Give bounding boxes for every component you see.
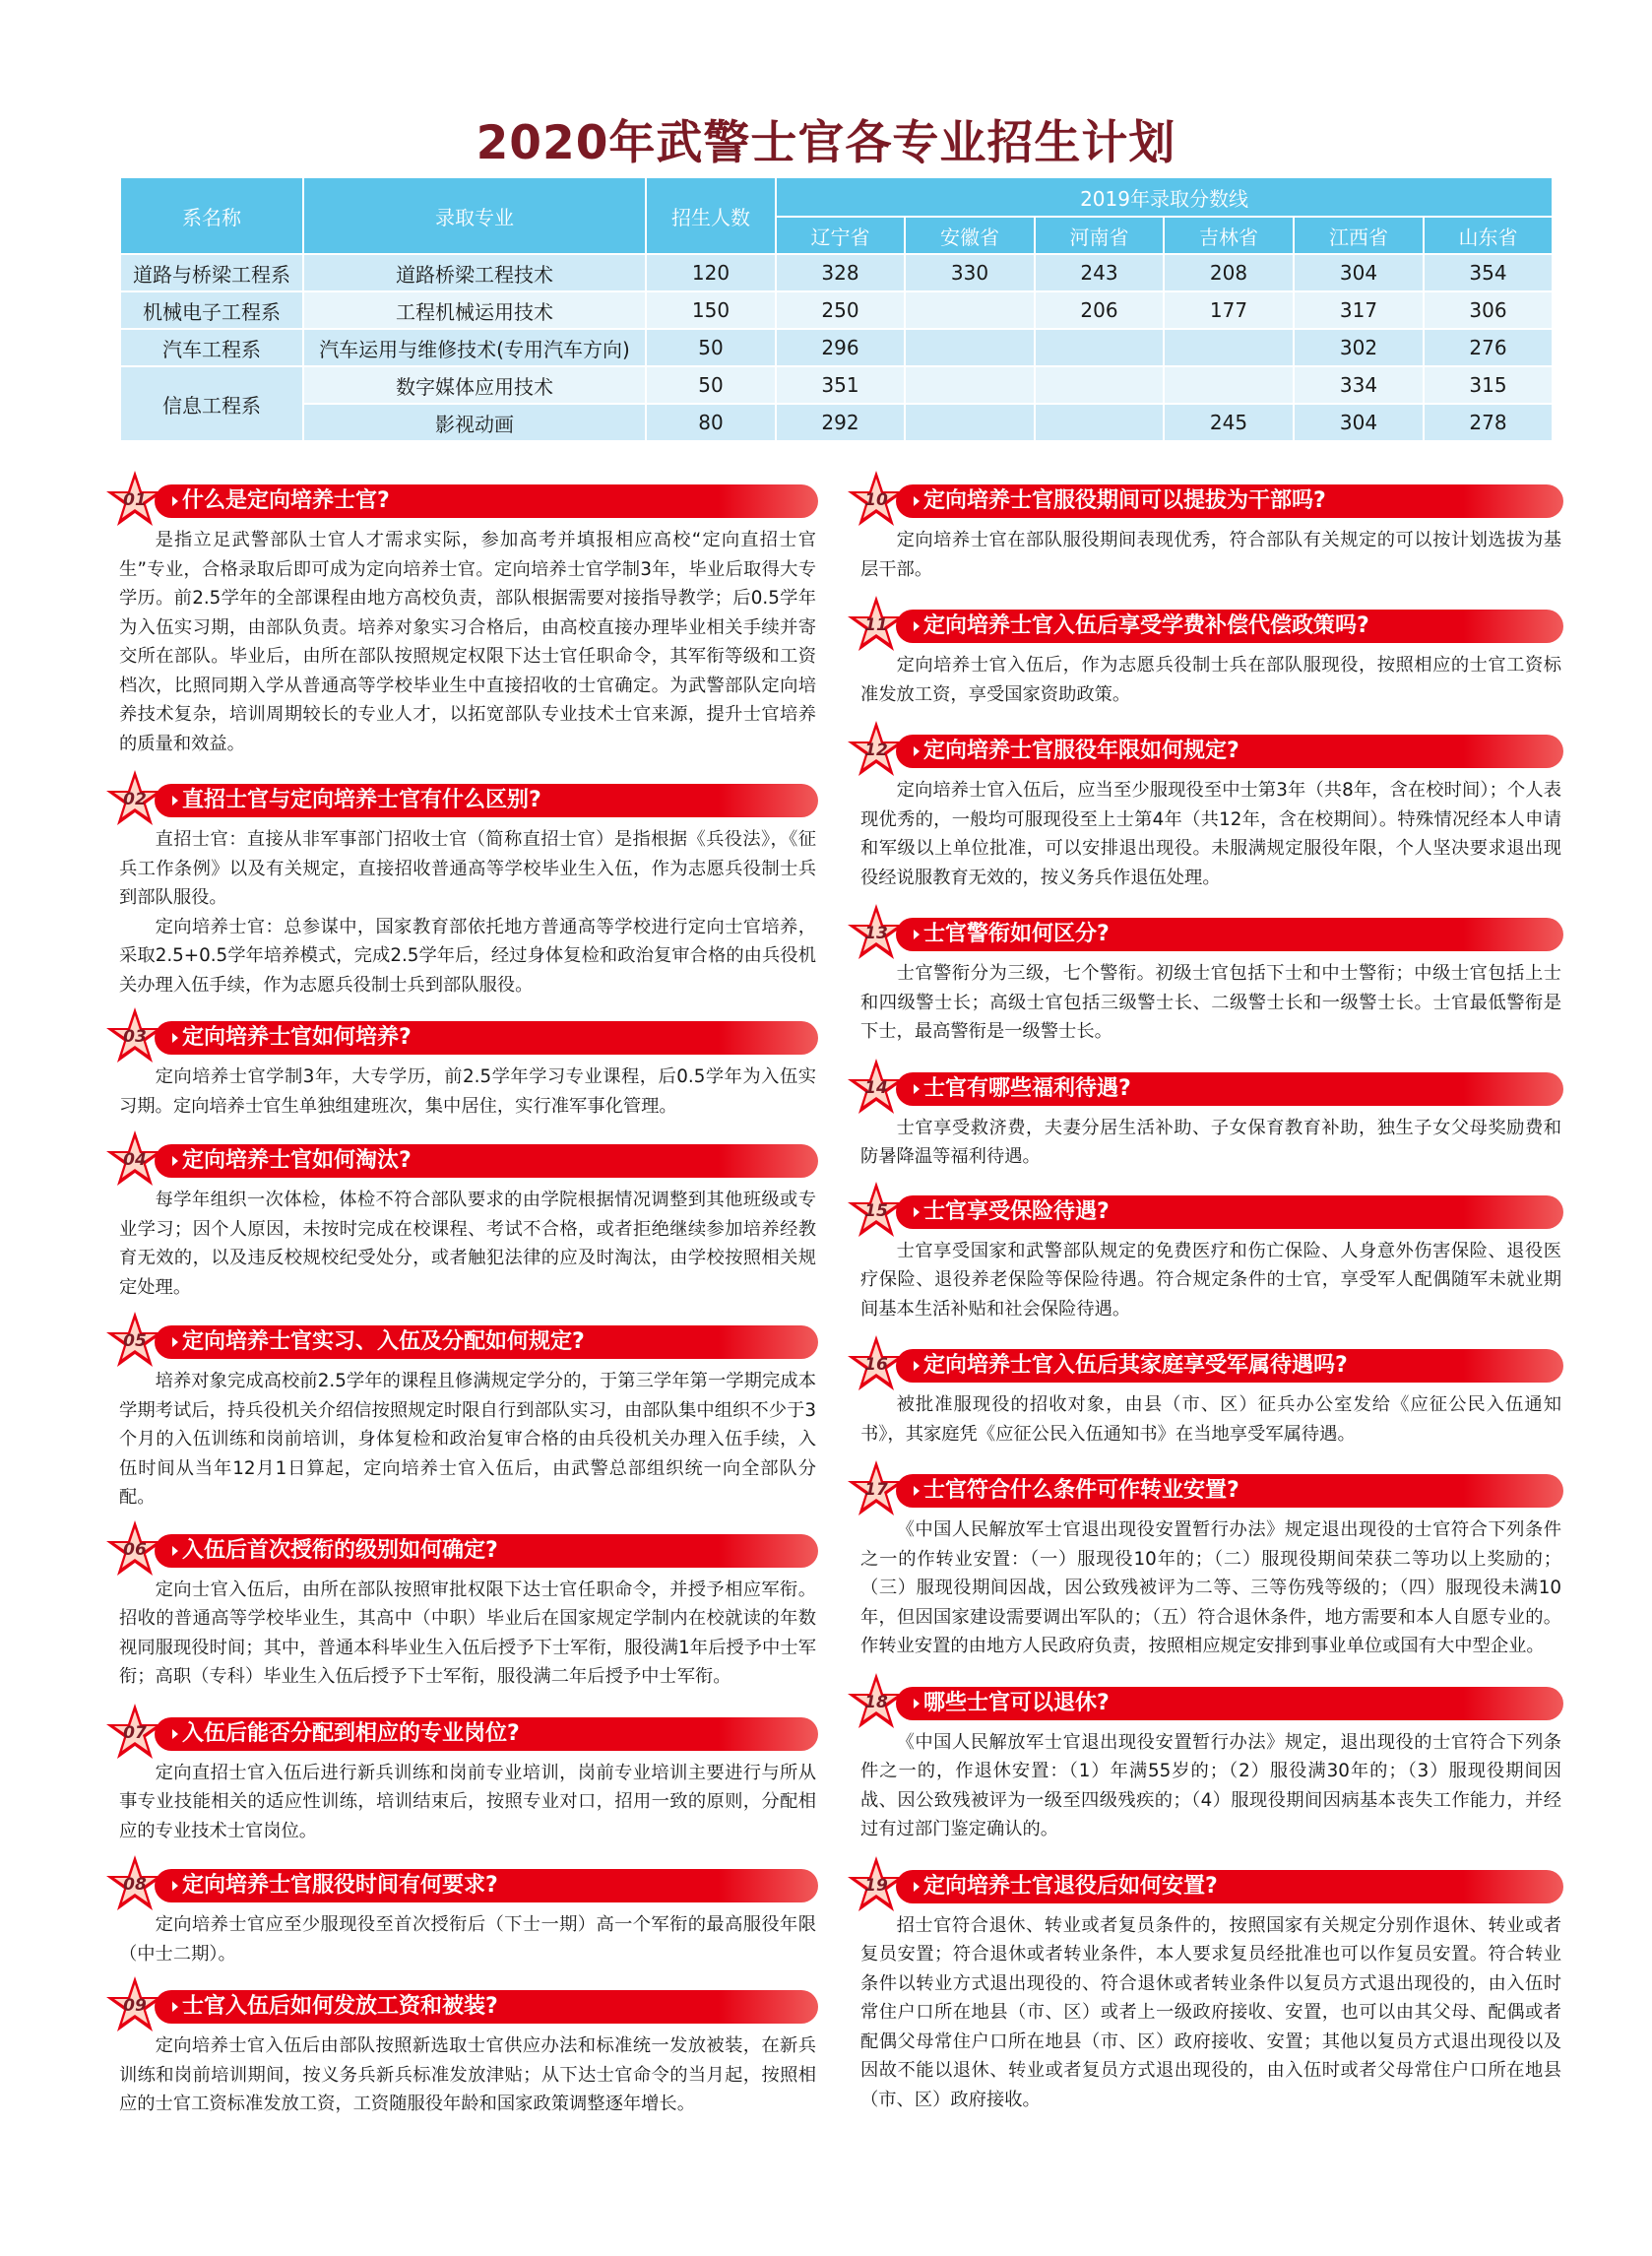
dept-cell: 道路与桥梁工程系 — [120, 254, 303, 291]
question-title: 哪些士官可以退休? — [896, 1687, 1563, 1720]
score-cell — [1164, 329, 1294, 366]
qa-item — [845, 606, 1563, 709]
score-cell: 206 — [1035, 291, 1164, 329]
qa-column-left — [103, 481, 818, 2119]
header-province: 河南省 — [1035, 217, 1164, 254]
answer-text — [103, 2031, 818, 2119]
question-header — [845, 914, 1563, 959]
header-province: 辽宁省 — [776, 217, 905, 254]
qa-item — [845, 1345, 1563, 1449]
answer-text — [103, 1576, 818, 1692]
answer-paragraph: 招士官符合退休、转业或者复员条件的，按照国家有关规定分别作退休、转业或者复员安置；符合退休或者转业条件，本人要求复员经批准也可以作复员安置。符合转业条件以转业方式退出现役的、符合退休或者转业条件以复员方式退出现役的，由入伍时常住户口所在地县（市、区）或者上一级政府接收、安置，也可以由其父母、配偶或者配偶父母常住户口所在地县（市、区）政府接收、安置；其他以复员方式退出现役以及因故不能以退休、转业或者复员方式退出现役的，由入伍时或者父母常住户口所在地县（市、区）政府接收。 — [860, 1914, 1561, 2110]
question-number: 07 — [123, 1722, 147, 1743]
question-number: 16 — [864, 1355, 888, 1375]
question-number: 01 — [123, 490, 147, 510]
score-cell: 177 — [1164, 291, 1294, 329]
answer-paragraph: 士官享受救济费，夫妻分居生活补助、子女保育教育补助，独生子女父母奖励费和防暑降温等福利待遇。 — [860, 1117, 1561, 1167]
answer-paragraph: 定向培养士官入伍后，应当至少服现役至中士第3年（共8年，含在校时间）；个人表现优秀的，一般均可服现役至上士第4年（共12年，含在校期间）。特殊情况经本人申请和军级以上单位批准，可以安排退出现役。未服满规定服役年限，个人坚决要求退出现役经说服教育无效的，按义务兵作退伍处理。 — [860, 780, 1561, 888]
score-cell: 245 — [1164, 404, 1294, 441]
star-number-badge — [103, 1702, 166, 1765]
question-header — [103, 1140, 818, 1186]
major-cell: 汽车运用与维修技术(专用汽车方向) — [303, 329, 646, 366]
question-header — [845, 731, 1563, 776]
question-title: 定向培养士官如何培养? — [155, 1021, 818, 1055]
question-header — [845, 1192, 1563, 1237]
score-cell: 315 — [1424, 366, 1553, 404]
qa-item — [103, 1140, 818, 1302]
answer-paragraph: 被批准服现役的招收对象，由县（市、区）征兵办公室发给《应征公民入伍通知书》，其家庭凭《应征公民入伍通知书》在当地享受军属待遇。 — [860, 1394, 1561, 1445]
question-title: 定向培养士官入伍后享受学费补偿代偿政策吗? — [896, 610, 1563, 643]
dept-cell: 机械电子工程系 — [120, 291, 303, 329]
major-cell: 数字媒体应用技术 — [303, 366, 646, 404]
question-header — [103, 1865, 818, 1910]
question-title: 定向培养士官服役时间有何要求? — [155, 1869, 818, 1902]
score-cell: 304 — [1294, 254, 1424, 291]
star-number-badge — [845, 1854, 908, 1917]
answer-paragraph: 每学年组织一次体检，体检不符合部队要求的由学院根据情况调整到其他班级或专业学习；因个人原因，未按时完成在校课程、考试不合格，或者拒绝继续参加培养经教育无效的，以及违反校规校纪受处分，或者触犯法律的应及时淘汰，由学校按照相关规定处理。 — [119, 1190, 816, 1298]
question-number: 05 — [123, 1331, 147, 1351]
question-title: 士官警衔如何区分? — [896, 918, 1563, 951]
star-number-badge — [845, 469, 908, 532]
score-cell — [905, 291, 1035, 329]
question-number: 02 — [123, 790, 147, 809]
star-number-badge — [103, 1128, 166, 1192]
count-cell: 120 — [646, 254, 776, 291]
score-cell: 354 — [1424, 254, 1553, 291]
score-cell: 276 — [1424, 329, 1553, 366]
qa-item — [103, 481, 818, 758]
question-title: 定向培养士官服役年限如何规定? — [896, 735, 1563, 768]
answer-paragraph: 士官警衔分为三级，七个警衔。初级士官包括下士和中士警衔；中级士官包括上士和四级警士长；高级士官包括三级警士长、二级警士长和一级警士长。士官最低警衔是下士，最高警衔是一级警士长。 — [860, 963, 1561, 1042]
answer-text — [845, 1911, 1563, 2115]
qa-item — [845, 1866, 1563, 2115]
question-number: 15 — [864, 1200, 888, 1221]
answer-text — [103, 825, 818, 999]
star-number-badge — [845, 1671, 908, 1734]
answer-paragraph: 《中国人民解放军士官退出现役安置暂行办法》规定，退出现役的士官符合下列条件之一的，作退休安置：（1）年满55岁的；（2）服役满30年的；（3）服现役期间因战、因公致残被评为一级至四级残疾的；（4）服现役期间因病基本丧失工作能力，并经过有过部门鉴定确认的。 — [860, 1731, 1561, 1839]
score-cell: 292 — [776, 404, 905, 441]
star-number-badge — [103, 1518, 166, 1581]
table-row — [120, 366, 1553, 404]
answer-paragraph: 《中国人民解放军士官退出现役安置暂行办法》规定退出现役的士官符合下列条件之一的作转业安置：（一）服现役10年的；（二）服现役期间荣获二等功以上奖励的；（三）服现役期间因战，因公致残被评为二等、三等伤残等级的；（四）服现役未满10年，但因国家建设需要调出军队的；（五）符合退休条件，地方需要和本人自愿专业的。作转业安置的由地方人民政府负责，按照相应规定安排到事业单位或国有大中型企业。 — [860, 1519, 1561, 1656]
star-number-badge — [103, 469, 166, 532]
question-title: 士官入伍后如何发放工资和被装? — [155, 1990, 818, 2024]
question-header — [103, 1530, 818, 1576]
answer-text — [103, 1367, 818, 1513]
qa-item — [103, 1017, 818, 1121]
count-cell: 80 — [646, 404, 776, 441]
question-title: 定向培养士官退役后如何安置? — [896, 1870, 1563, 1903]
question-number: 12 — [864, 741, 888, 760]
answer-text — [845, 526, 1563, 584]
question-number: 06 — [123, 1539, 147, 1560]
score-cell: 278 — [1424, 404, 1553, 441]
major-cell: 工程机械运用技术 — [303, 291, 646, 329]
score-cell: 330 — [905, 254, 1035, 291]
question-title: 定向培养士官如何淘汰? — [155, 1144, 818, 1178]
answer-paragraph: 定向培养士官入伍后，作为志愿兵役制士兵在部队服现役，按照相应的士官工资标准发放工资，享受国家资助政策。 — [860, 655, 1561, 705]
question-number: 10 — [864, 490, 888, 510]
answer-text — [103, 1759, 818, 1846]
qa-item — [845, 1683, 1563, 1844]
question-number: 08 — [123, 1875, 147, 1895]
major-cell: 道路桥梁工程技术 — [303, 254, 646, 291]
question-title: 士官符合什么条件可作转业安置? — [896, 1474, 1563, 1508]
star-number-badge — [845, 594, 908, 657]
question-title: 定向培养士官服役期间可以提拔为干部吗? — [896, 484, 1563, 518]
score-cell: 243 — [1035, 254, 1164, 291]
answer-paragraph: 定向直招士官入伍后进行新兵训练和岗前专业培训，岗前专业培训主要进行与所从事专业技能相关的适应性训练，培训结束后，按照专业对口，招用一致的原则，分配相应的专业技术士官岗位。 — [119, 1762, 816, 1841]
table-row — [120, 329, 1553, 366]
star-number-badge — [845, 1458, 908, 1521]
enrollment-plan-table — [119, 176, 1554, 442]
score-cell — [1035, 404, 1164, 441]
qa-item — [845, 1192, 1563, 1324]
table-row — [120, 254, 1553, 291]
score-cell — [905, 329, 1035, 366]
answer-text — [103, 1063, 818, 1121]
header-major: 录取专业 — [303, 177, 646, 254]
question-header — [845, 1866, 1563, 1911]
answer-paragraph: 定向培养士官在部队服役期间表现优秀，符合部队有关规定的可以按计划选拔为基层干部。 — [860, 530, 1561, 580]
question-title: 什么是定向培养士官? — [155, 484, 818, 518]
qa-column-right — [845, 481, 1563, 2114]
answer-paragraph: 培养对象完成高校前2.5学年的课程且修满规定学分的，于第三学年第一学期完成本学期考试后，持兵役机关介绍信按照规定时限自行到部队实习，由部队集中组织不少于3个月的入伍训练和岗前培训，身体复检和政治复审合格的由兵役机关办理入伍手续，入伍时间从当年12月1日算起，定向培养士官入伍后，由武警总部组织统一向全部队分配。 — [119, 1371, 816, 1508]
score-cell: 208 — [1164, 254, 1294, 291]
question-header — [103, 1321, 818, 1367]
question-title: 直招士官与定向培养士官有什么区别? — [155, 784, 818, 817]
answer-text — [103, 1186, 818, 1302]
star-number-badge — [103, 1310, 166, 1373]
answer-paragraph: 定向培养士官入伍后由部队按照新选取士官供应办法和标准统一发放被装，在新兵训练和岗前培训期间，按义务兵新兵标准发放津贴；从下达士官命令的当月起，按照相应的士官工资标准发放工资，工资随服役年龄和国家政策调整逐年增长。 — [119, 2035, 816, 2114]
star-number-badge — [103, 1974, 166, 2037]
question-header — [103, 780, 818, 825]
score-cell — [1035, 366, 1164, 404]
star-number-badge — [845, 1180, 908, 1243]
score-cell — [1035, 329, 1164, 366]
question-header — [845, 606, 1563, 651]
answer-text — [845, 651, 1563, 709]
question-header — [845, 1345, 1563, 1390]
question-number: 03 — [123, 1027, 147, 1047]
qa-item — [103, 1986, 818, 2119]
answer-text — [845, 1515, 1563, 1661]
star-number-badge — [103, 768, 166, 831]
qa-item — [845, 731, 1563, 892]
qa-item — [103, 1713, 818, 1846]
score-cell: 302 — [1294, 329, 1424, 366]
star-number-badge — [845, 719, 908, 782]
question-number: 04 — [123, 1150, 147, 1170]
answer-paragraph: 直招士官：直接从非军事部门招收士官（简称直招士官）是指根据《兵役法》，《征兵工作条例》以及有关规定，直接招收普通高等学校毕业生入伍，作为志愿兵役制士兵到部队服役。 — [119, 829, 816, 908]
star-number-badge — [103, 1853, 166, 1916]
question-number: 14 — [864, 1077, 888, 1098]
answer-text — [103, 1910, 818, 1968]
question-number: 18 — [864, 1692, 888, 1712]
question-header — [103, 1017, 818, 1063]
question-title: 士官有哪些福利待遇? — [896, 1072, 1563, 1106]
count-cell: 50 — [646, 366, 776, 404]
question-header — [103, 481, 818, 526]
score-cell: 296 — [776, 329, 905, 366]
answer-paragraph: 定向培养士官学制3年，大专学历，前2.5学年学习专业课程，后0.5学年为入伍实习期。定向培养士官生单独组建班次，集中居住，实行准军事化管理。 — [119, 1066, 816, 1117]
answer-text — [845, 1237, 1563, 1324]
answer-text — [845, 776, 1563, 892]
page-title: 2020年武警士官各专业招生计划 — [476, 116, 1176, 170]
question-title: 入伍后能否分配到相应的专业岗位? — [155, 1717, 818, 1751]
star-number-badge — [103, 1005, 166, 1068]
score-cell — [1164, 366, 1294, 404]
dept-cell: 汽车工程系 — [120, 329, 303, 366]
question-title: 定向培养士官入伍后其家庭享受军属待遇吗? — [896, 1349, 1563, 1383]
table-row — [120, 404, 1553, 441]
question-number: 19 — [864, 1875, 888, 1896]
header-count: 招生人数 — [646, 177, 776, 254]
header-province: 安徽省 — [905, 217, 1035, 254]
score-cell — [905, 366, 1035, 404]
question-title: 士官享受保险待遇? — [896, 1195, 1563, 1229]
question-header — [103, 1713, 818, 1759]
header-score-group: 2019年录取分数线 — [776, 177, 1553, 217]
score-cell: 306 — [1424, 291, 1553, 329]
dept-cell: 信息工程系 — [120, 366, 303, 441]
star-number-badge — [845, 1333, 908, 1396]
qa-item — [103, 1865, 818, 1968]
qa-item — [845, 481, 1563, 584]
answer-paragraph: 定向培养士官应至少服现役至首次授衔后（下士一期）高一个军衔的最高服役年限（中士二期）。 — [119, 1914, 816, 1965]
question-number: 13 — [864, 924, 888, 943]
score-cell: 317 — [1294, 291, 1424, 329]
score-cell: 328 — [776, 254, 905, 291]
answer-paragraph: 定向士官入伍后，由所在部队按照审批权限下达士官任职命令，并授予相应军衔。招收的普通高等学校毕业生，其高中（中职）毕业后在国家规定学制内在校就读的年数视同服现役时间；其中，普通本科毕业生入伍后授予下士军衔，服役满1年后授予中士军衔；高职（专科）毕业生入伍后授予下士军衔，服役满二年后授予中士军衔。 — [119, 1579, 816, 1687]
question-title: 定向培养士官实习、入伍及分配如何规定? — [155, 1325, 818, 1359]
score-cell: 304 — [1294, 404, 1424, 441]
star-number-badge — [845, 1057, 908, 1120]
score-cell — [905, 404, 1035, 441]
header-province: 江西省 — [1294, 217, 1424, 254]
question-number: 09 — [123, 1996, 147, 2016]
answer-text — [103, 526, 818, 758]
header-dept: 系名称 — [120, 177, 303, 254]
qa-item — [103, 1530, 818, 1692]
qa-item — [845, 1470, 1563, 1661]
answer-text — [845, 1728, 1563, 1844]
answer-text — [845, 959, 1563, 1047]
question-header — [103, 1986, 818, 2031]
header-province: 吉林省 — [1164, 217, 1294, 254]
question-header — [845, 1470, 1563, 1515]
qa-item — [845, 1068, 1563, 1172]
answer-paragraph: 是指立足武警部队士官人才需求实际，参加高考并填报相应高校“定向直招士官生”专业，合格录取后即可成为定向培养士官。定向培养士官学制3年，毕业后取得大专学历。前2.5学年的全部课程由地方高校负责，部队根据需要对接指导教学；后0.5学年为入伍实习期，由部队负责。培养对象实习合格后，由高校直接办理毕业相关手续并寄交所在部队。毕业后，由所在部队按照规定权限下达士官任职命令，其军衔等级和工资档次，比照同期入学从普通高等学校毕业生中直接招收的士官确定。为武警部队定向培养技术复杂，培训周期较长的专业人才，以拓宽部队专业技术士官来源，提升士官培养的质量和效益。 — [119, 530, 816, 754]
count-cell: 50 — [646, 329, 776, 366]
question-title: 入伍后首次授衔的级别如何确定? — [155, 1534, 818, 1568]
qa-item — [103, 780, 818, 999]
answer-paragraph: 定向培养士官：总参谋中，国家教育部依托地方普通高等学校进行定向士官培养，采取2.5+0.5学年培养模式，完成2.5学年后，经过身体复检和政治复审合格的由兵役机关办理入伍手续，作为志愿兵役制士兵到部队服役。 — [119, 916, 816, 996]
score-cell: 351 — [776, 366, 905, 404]
count-cell: 150 — [646, 291, 776, 329]
question-header — [845, 1068, 1563, 1114]
question-number: 17 — [864, 1480, 888, 1500]
question-header — [845, 1683, 1563, 1728]
star-number-badge — [845, 902, 908, 965]
question-header — [845, 481, 1563, 526]
qa-item — [845, 914, 1563, 1047]
score-cell: 250 — [776, 291, 905, 329]
qa-item — [103, 1321, 818, 1513]
header-province: 山东省 — [1424, 217, 1553, 254]
answer-text — [845, 1390, 1563, 1449]
answer-text — [845, 1114, 1563, 1172]
question-number: 11 — [864, 615, 888, 635]
major-cell: 影视动画 — [303, 404, 646, 441]
answer-paragraph: 士官享受国家和武警部队规定的免费医疗和伤亡保险、人身意外伤害保险、退役医疗保险、退役养老保险等保险待遇。符合规定条件的士官，享受军人配偶随军未就业期间基本生活补贴和社会保险待遇。 — [860, 1240, 1561, 1320]
score-cell: 334 — [1294, 366, 1424, 404]
table-row — [120, 291, 1553, 329]
